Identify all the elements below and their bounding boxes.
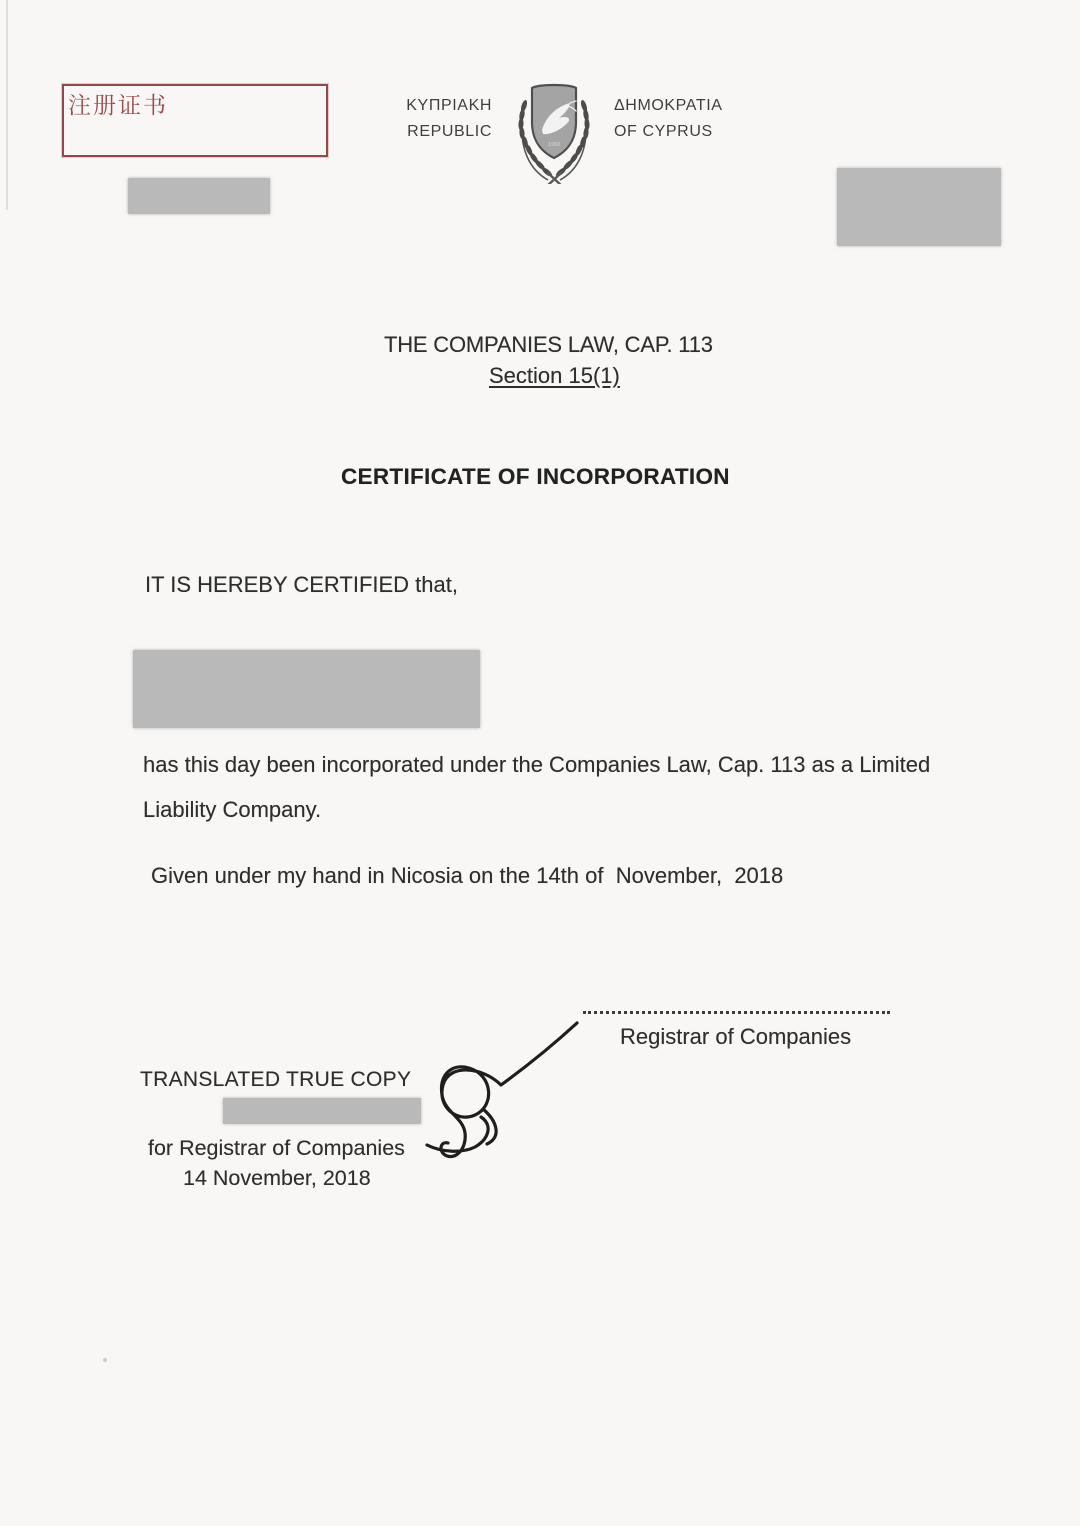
republic-name-greek-left xyxy=(360,93,492,145)
header-left-line2: REPUBLIC xyxy=(407,123,492,140)
registration-stamp-text: 注册证书 xyxy=(68,92,168,118)
scan-edge-artifact xyxy=(6,0,8,210)
registration-stamp-box xyxy=(62,84,328,157)
section-title: Section 15(1) xyxy=(489,363,620,388)
registrar-of-companies-label: Registrar of Companies xyxy=(620,1024,852,1049)
header-left-line1: ΚΥΠΡΙΑΚΗ xyxy=(406,97,492,114)
header-right-line2: OF CYPRUS xyxy=(614,123,713,140)
translated-true-copy-label: TRANSLATED TRUE COPY xyxy=(140,1068,412,1091)
emblem-year: 1960 xyxy=(547,142,561,148)
signature-scribble xyxy=(405,1005,590,1175)
incorporated-paragraph-line1: has this day been incorporated under the Companies Law, Cap. 113 as a Limited xyxy=(143,752,931,777)
redacted-company-name-block xyxy=(133,650,480,728)
header-right-line1: ΔΗΜΟΚΡΑΤΙΑ xyxy=(614,97,723,114)
signature-date: 14 November, 2018 xyxy=(183,1166,371,1190)
law-title: THE COMPANIES LAW, CAP. 113 xyxy=(384,332,713,357)
certificate-title: CERTIFICATE OF INCORPORATION xyxy=(341,464,730,489)
for-registrar-label: for Registrar of Companies xyxy=(148,1136,405,1160)
certified-line: IT IS HEREBY CERTIFIED that, xyxy=(145,572,458,597)
cyprus-coat-of-arms-icon xyxy=(496,80,612,184)
redacted-translator-name-block xyxy=(223,1098,421,1124)
signature-dotted-line xyxy=(583,1011,890,1014)
republic-name-greek-right xyxy=(614,93,774,145)
redacted-block-top-left xyxy=(128,178,270,214)
incorporated-paragraph-line2: Liability Company. xyxy=(143,797,322,822)
given-under-hand-line: Given under my hand in Nicosia on the 14th of November, 2018 xyxy=(151,863,784,888)
redacted-block-top-right xyxy=(837,168,1001,246)
